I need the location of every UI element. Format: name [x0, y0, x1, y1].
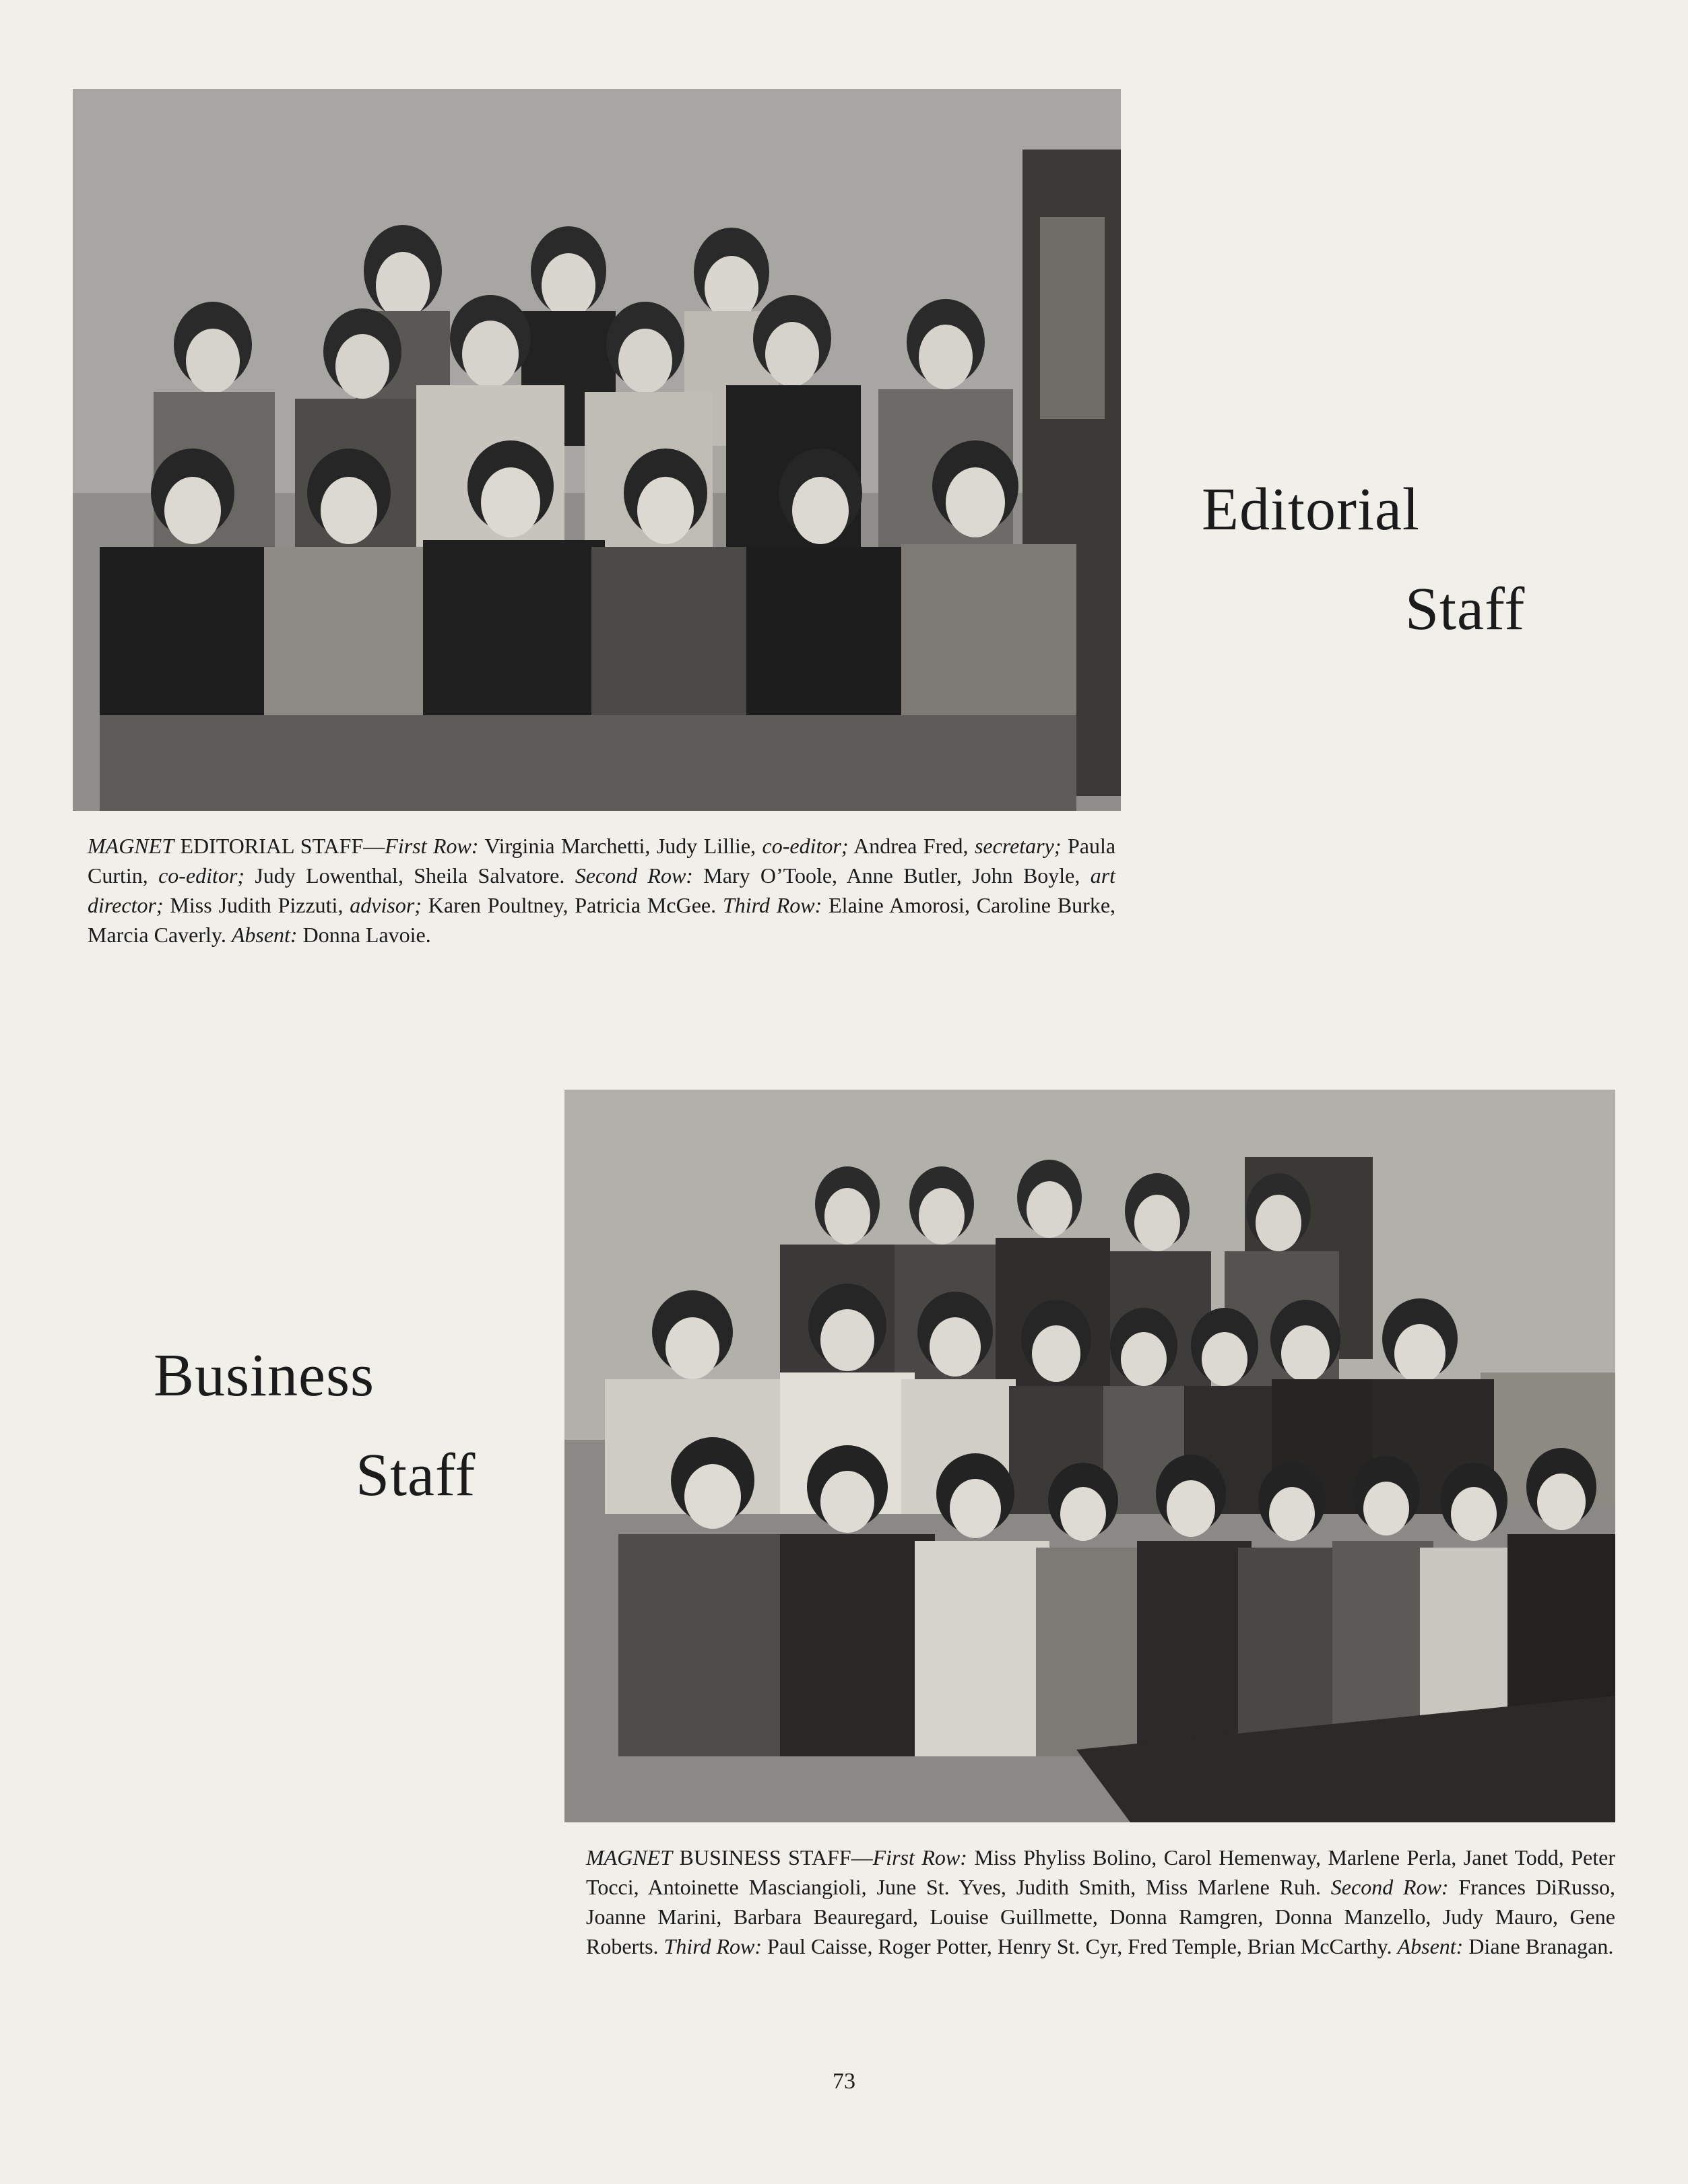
absent-label: Absent:: [1397, 1934, 1464, 1958]
role-secretary: secretary;: [974, 834, 1062, 858]
role-advisor: advisor;: [350, 893, 422, 917]
editorial-title: Editorial: [1202, 476, 1420, 543]
role-co-editor: co-editor;: [762, 834, 849, 858]
editorial-photo-drawing: [73, 89, 1121, 811]
first-row-names: Miss Phyliss Bolino, Carol Hemenway, Marlene Perla, Janet Todd, Peter Tocci, Antoinette Masciangioli, June St. Yves, Judith Smith, Miss Marlene Ruh.: [586, 1845, 1616, 1899]
second-row-label: Second Row:: [575, 863, 693, 888]
second-row-names: Mary O’Toole, Anne Butler, John Boyle,: [692, 863, 1091, 888]
caption-heading: BUSINESS STAFF—: [672, 1845, 873, 1869]
first-row-names: Virginia Marchetti, Judy Lillie,: [478, 834, 762, 858]
third-row-label: Third Row:: [722, 893, 822, 917]
first-row-label: First Row:: [385, 834, 479, 858]
first-row-label: First Row:: [872, 1845, 967, 1869]
business-title: Business: [154, 1342, 375, 1409]
first-row-names: Andrea Fred,: [848, 834, 975, 858]
editorial-title-staff: Staff: [1405, 576, 1526, 642]
editorial-caption: [88, 831, 1115, 950]
business-photo-drawing: [564, 1090, 1615, 1822]
absent-names: Diane Branagan.: [1463, 1934, 1614, 1958]
third-row-names: Paul Caisse, Roger Potter, Henry St. Cyr, Fred Temple, Brian McCarthy.: [762, 1934, 1398, 1958]
role-art-director: art director;: [88, 863, 1116, 917]
second-row-names: Miss Judith Pizzuti,: [163, 893, 350, 917]
absent-label: Absent:: [231, 923, 298, 947]
caption-heading: EDITORIAL STAFF—: [174, 834, 385, 858]
first-row-names: Paula Curtin,: [88, 834, 1116, 888]
second-row-names: Karen Poultney, Patricia McGee.: [421, 893, 723, 917]
magazine-name: MAGNET: [586, 1845, 672, 1869]
business-caption: [586, 1843, 1615, 1961]
second-row-names: Frances DiRusso, Joanne Marini, Barbara Beauregard, Louise Guillmette, Donna Ramgren, Donna Manzello, Judy Mauro, Gene Roberts.: [586, 1875, 1616, 1958]
page-number: 73: [833, 2069, 855, 2094]
magazine-name: MAGNET: [88, 834, 174, 858]
first-row-names: Judy Lowenthal, Sheila Salvatore.: [245, 863, 575, 888]
third-row-label: Third Row:: [663, 1934, 762, 1958]
absent-names: Donna Lavoie.: [297, 923, 431, 947]
business-title-staff: Staff: [356, 1442, 476, 1509]
third-row-names: Elaine Amorosi, Caroline Burke, Marcia Caverly.: [88, 893, 1116, 947]
role-co-editor: co-editor;: [158, 863, 245, 888]
second-row-label: Second Row:: [1330, 1875, 1449, 1899]
editorial-staff-photo: [73, 89, 1121, 811]
business-staff-photo: [564, 1090, 1615, 1822]
